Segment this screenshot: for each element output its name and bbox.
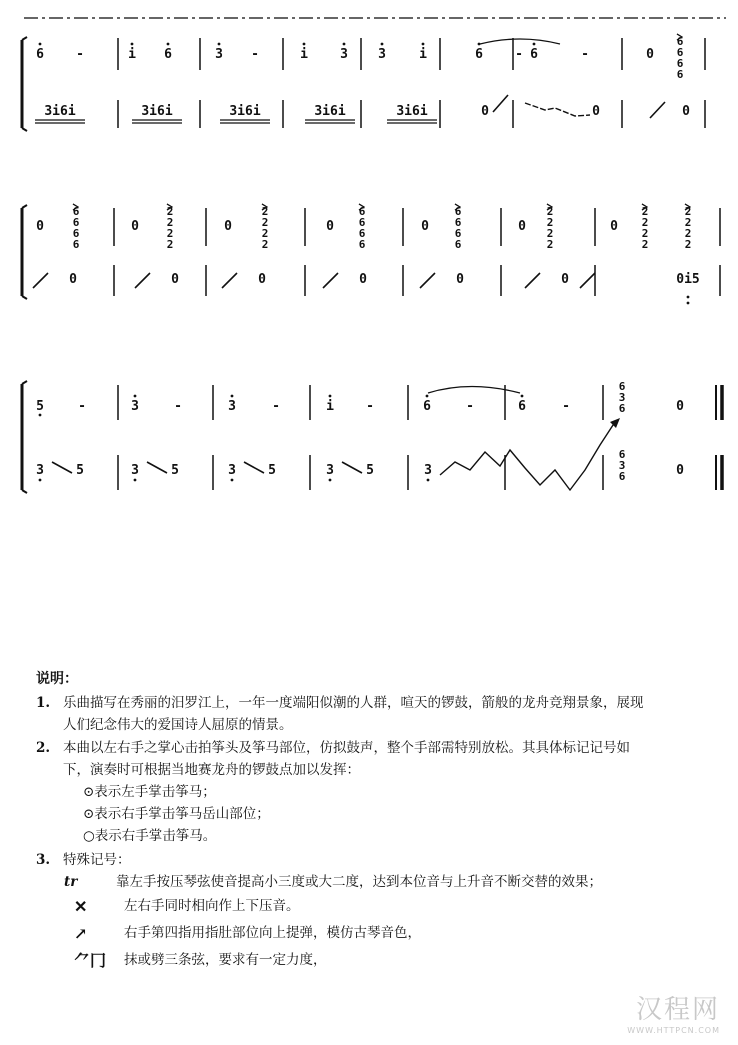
note-text-line: 本曲以左右手之掌心击拍筝头及筝马部位，仿拟鼓声，整个手部需特别放松。其具体标记记号如 [63, 740, 630, 757]
chord-note: 2 [546, 227, 554, 240]
chord-note: 2 [684, 238, 692, 251]
octave-dot [427, 479, 430, 482]
melody-note: 6 [475, 47, 483, 62]
bass-note: 3 [36, 463, 44, 478]
melody-note: i [326, 399, 334, 414]
note-item-1 [36, 693, 726, 737]
octave-dot [687, 302, 690, 305]
melody-note: 3 [378, 47, 386, 62]
chord-note: 2 [546, 216, 554, 229]
rest-note: 0 [481, 104, 489, 119]
glissando-wave [525, 103, 590, 116]
rest-note: 0 [676, 463, 684, 478]
accompaniment-group: 3i6i [141, 104, 173, 119]
octave-dot [329, 395, 332, 398]
glissando-slash [244, 462, 264, 473]
chord-note: 2 [261, 238, 269, 251]
symbol-row [74, 920, 726, 947]
chord-note: 6 [454, 205, 462, 218]
chord-note: 2 [166, 227, 174, 240]
octave-dot [218, 43, 221, 46]
note-text-line: 下，演奏时可根据当地赛龙舟的锣鼓点加以发挥： [63, 762, 360, 779]
note-number: 3. [36, 851, 51, 868]
bracket-hook [22, 296, 27, 299]
glissando-slash [323, 273, 338, 288]
rest-note: 0 [592, 104, 600, 119]
symbol-row [74, 893, 726, 920]
melody-note: 0 [676, 399, 684, 414]
rest-note: 0 [69, 272, 77, 287]
glissando-slash [52, 462, 72, 473]
melody-note: i [300, 47, 308, 62]
bracket-hook [22, 37, 27, 40]
bracket-hook [22, 381, 27, 384]
melody-note: 3 [228, 399, 236, 414]
melody-note: i [419, 47, 427, 62]
note-item-2 [36, 738, 726, 782]
glissando-slash [342, 462, 362, 473]
chord-note: 3 [618, 459, 626, 472]
rest-note: 0 [682, 104, 690, 119]
rest-note: 0 [518, 219, 526, 234]
upward-pluck-icon: ↗ [74, 923, 88, 943]
symbol-row [74, 947, 726, 974]
octave-dot [303, 43, 306, 46]
octave-dot [134, 395, 137, 398]
watermark-url: WWW.HTTPCN.COM [627, 1026, 720, 1035]
melody-note: 6 [530, 47, 538, 62]
bass-note: 3 [131, 463, 139, 478]
octave-dot [329, 479, 332, 482]
accompaniment-group: 3i6i [44, 104, 76, 119]
melody-note: 0 [646, 47, 654, 62]
notes-title: 说明： [36, 671, 78, 687]
trill-description: 靠左手按压琴弦使音提高小三度或大二度，达到本位音与上升音不断交替的效果； [116, 873, 602, 890]
chord-note: 6 [618, 470, 626, 483]
trill-symbol: tr [64, 873, 78, 890]
glissando-slash [650, 102, 665, 118]
accompaniment-group: 3i6i [396, 104, 428, 119]
chord-note: 2 [166, 205, 174, 218]
chord-note: 6 [676, 46, 684, 59]
octave-dot [131, 43, 134, 46]
chord-note: 2 [641, 205, 649, 218]
rest-note: 0 [456, 272, 464, 287]
melody-note: - [174, 399, 182, 414]
note-number: 2. [36, 740, 51, 757]
symbol-description: 左右手同时相向作上下压音。 [124, 897, 300, 914]
chord-note: 6 [72, 205, 80, 218]
melody-note: - [562, 399, 570, 414]
chord-note: 6 [72, 216, 80, 229]
chord-note: 6 [72, 227, 80, 240]
bracket-hook [22, 205, 27, 208]
octave-dot [39, 479, 42, 482]
glissando-slash [222, 273, 237, 288]
glissando-slash [525, 273, 540, 288]
octave-dot [231, 479, 234, 482]
note-text-line: 特殊记号： [63, 851, 131, 868]
melody-note: 3 [131, 399, 139, 414]
melody-note: - [251, 47, 259, 62]
tie-slur [480, 39, 560, 44]
note-text-line: 乐曲描写在秀丽的汨罗江上，一年一度端阳似潮的人群，喧天的锣鼓，箭般的龙舟竞翔景象，展现 [63, 694, 644, 711]
glissando-slash [33, 273, 48, 288]
octave-dot [39, 43, 42, 46]
rest-note: 0 [359, 272, 367, 287]
octave-dot [533, 43, 536, 46]
rest-note: 0 [610, 219, 618, 234]
rest-note: 0 [326, 219, 334, 234]
melody-note: - [581, 47, 589, 62]
chord-note: 6 [358, 238, 366, 251]
octave-dot [381, 43, 384, 46]
symbol-description: 抹或劈三条弦，要求有一定力度， [124, 951, 327, 968]
strum-icon: ⺈冂 [74, 950, 107, 970]
chord-note: 6 [618, 402, 626, 415]
melody-note: - [466, 399, 474, 414]
octave-dot [39, 414, 42, 417]
rest-note: 0 [561, 272, 569, 287]
symbol-description: 右手第四指用指肚部位向上提弹，模仿古琴音色， [124, 924, 421, 941]
melody-note: 3 [340, 47, 348, 62]
rest-note: 0 [258, 272, 266, 287]
chord-note: 2 [261, 205, 269, 218]
bass-note: 3 [424, 463, 432, 478]
melody-note: 5 [36, 399, 44, 414]
rest-note: 0 [171, 272, 179, 287]
chord-note: 2 [261, 227, 269, 240]
chord-note: 6 [618, 380, 626, 393]
bass-note: 5 [268, 463, 276, 478]
melody-note: - [515, 47, 523, 62]
tie-slur [428, 387, 520, 394]
chord-note: 2 [684, 227, 692, 240]
note-sub-line: ○表示右手掌击筝马。 [83, 827, 217, 844]
chord-note: 2 [166, 238, 174, 251]
chord-note: 6 [454, 227, 462, 240]
bass-note: 3 [228, 463, 236, 478]
bracket-hook [22, 490, 27, 493]
cross-press-icon: ✕ [74, 896, 88, 916]
melody-note: 6 [518, 399, 526, 414]
glissando-slash [135, 273, 150, 288]
glissando-slash [493, 95, 508, 112]
melody-note: 6 [423, 399, 431, 414]
chord-note: 2 [166, 216, 174, 229]
note-sub-line: ⊙表示左手掌击筝马； [83, 784, 216, 801]
glissando-slash [580, 273, 595, 288]
octave-dot [687, 296, 690, 299]
chord-note: 6 [358, 216, 366, 229]
performance-notes [36, 668, 726, 974]
chord-note: 2 [641, 216, 649, 229]
chord-note: 2 [546, 205, 554, 218]
octave-dot [521, 395, 524, 398]
accompaniment-group: 3i6i [314, 104, 346, 119]
melody-note: 3 [215, 47, 223, 62]
bass-note: 5 [171, 463, 179, 478]
glissando-slash [147, 462, 167, 473]
octave-dot [426, 395, 429, 398]
watermark [627, 989, 720, 1035]
bass-note: 3 [326, 463, 334, 478]
note-number: 1. [36, 694, 51, 711]
note-text-line: 人们纪念伟大的爱国诗人屈原的情景。 [63, 716, 293, 733]
melody-note: 6 [36, 47, 44, 62]
melody-note: - [366, 399, 374, 414]
chord-note: 2 [546, 238, 554, 251]
chord-note: 2 [261, 216, 269, 229]
bass-note: 5 [366, 463, 374, 478]
bracket-hook [22, 128, 27, 131]
rest-note: 0 [421, 219, 429, 234]
rest-note: 0 [131, 219, 139, 234]
watermark-logo: 汉程网 [635, 995, 720, 1025]
chord-note: 6 [358, 205, 366, 218]
chord-note: 2 [641, 238, 649, 251]
chord-note: 6 [676, 35, 684, 48]
chord-note: 6 [72, 238, 80, 251]
rest-note: 0 [224, 219, 232, 234]
chord-note: 3 [618, 391, 626, 404]
rest-note: 0 [36, 219, 44, 234]
chord-note: 2 [684, 205, 692, 218]
melody-note: - [272, 399, 280, 414]
chord-note: 6 [358, 227, 366, 240]
octave-dot [478, 43, 481, 46]
tr-symbol-line [64, 872, 726, 894]
chord-note: 2 [684, 216, 692, 229]
glissando-slash [420, 273, 435, 288]
chord-note: 2 [641, 227, 649, 240]
glissando-wave [440, 422, 615, 490]
octave-dot [343, 43, 346, 46]
melody-note: 6 [164, 47, 172, 62]
melody-note: - [76, 47, 84, 62]
melody-note: i [128, 47, 136, 62]
chord-note: 6 [676, 57, 684, 70]
octave-dot [167, 43, 170, 46]
note-item-3 [36, 850, 726, 872]
bass-note: 5 [76, 463, 84, 478]
octave-dot [231, 395, 234, 398]
chord-note: 6 [454, 238, 462, 251]
melody-note: - [78, 399, 86, 414]
note-sub-line: ⊙表示右手掌击筝马岳山部位； [83, 805, 270, 822]
accompaniment-group: 3i6i [229, 104, 261, 119]
chord-note: 6 [454, 216, 462, 229]
chord-note: 6 [676, 68, 684, 81]
rest-note: 0i5 [676, 272, 700, 287]
octave-dot [422, 43, 425, 46]
octave-dot [134, 479, 137, 482]
chord-note: 6 [618, 448, 626, 461]
